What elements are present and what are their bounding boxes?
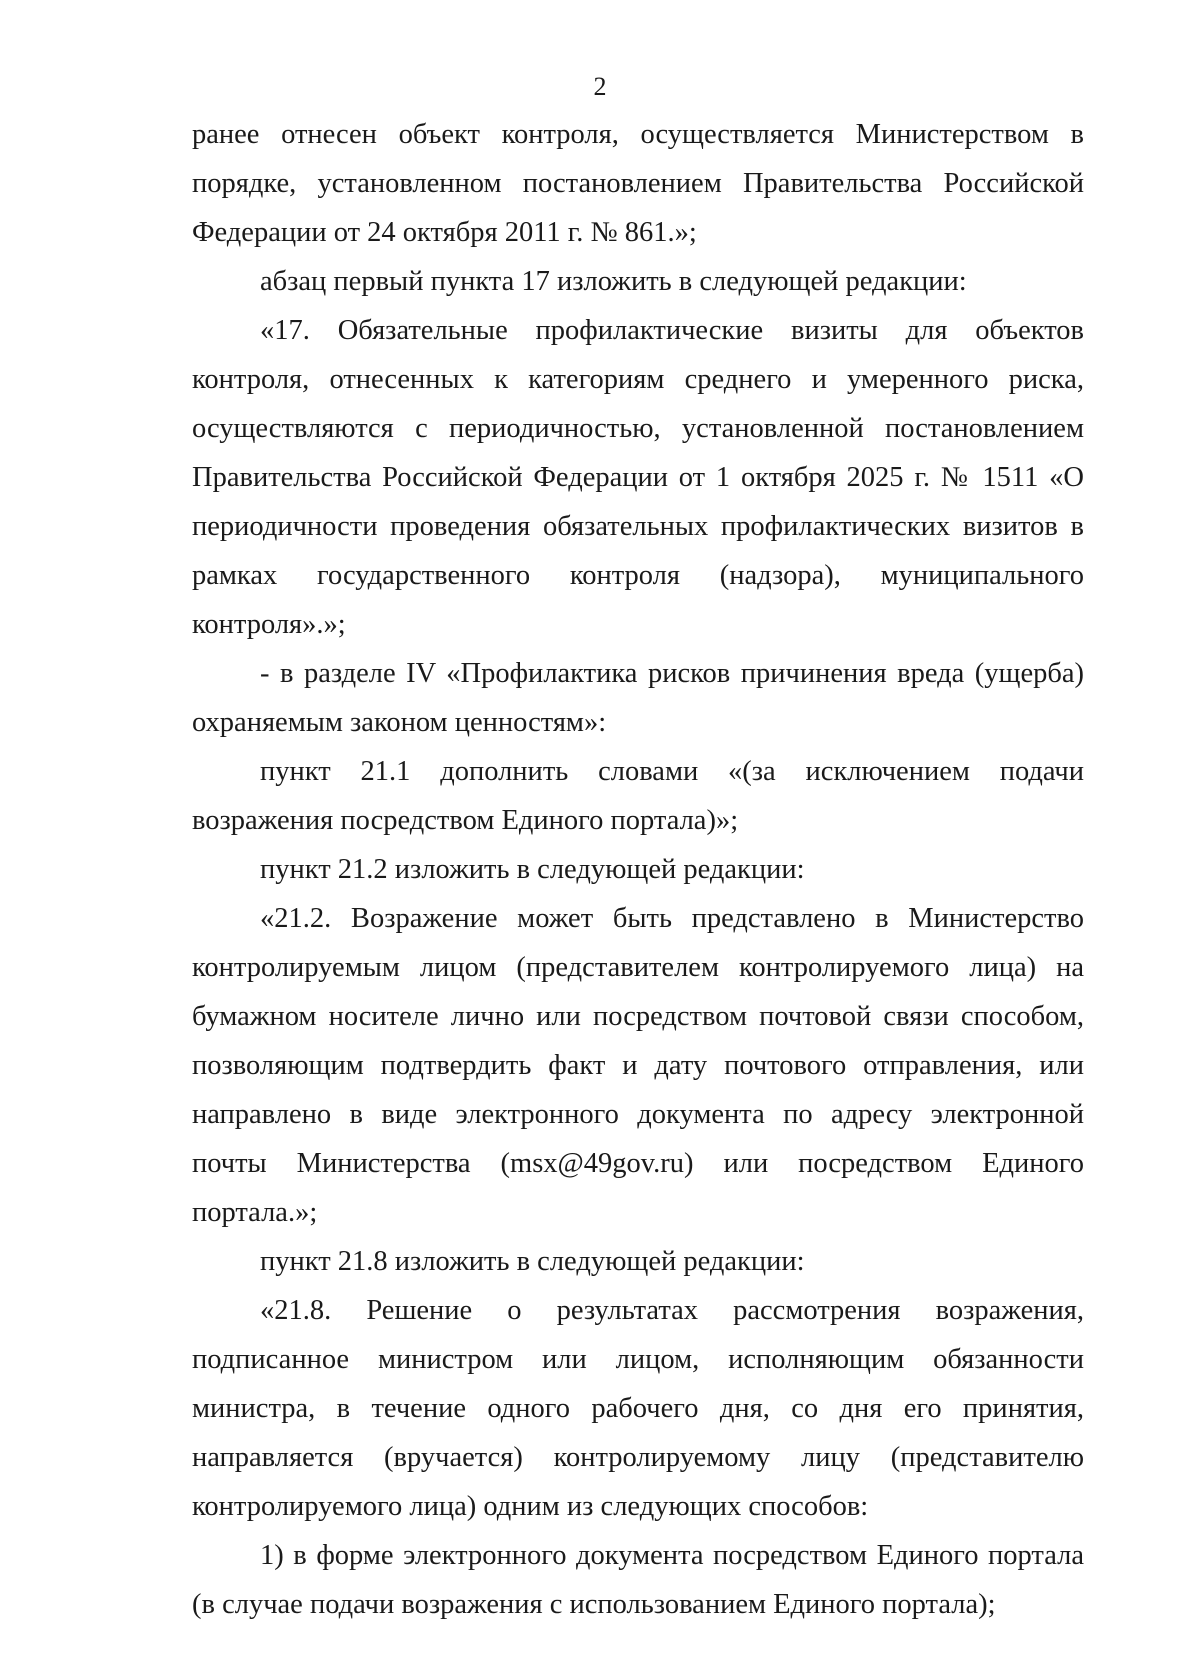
- paragraph-10: 1) в форме электронного документа посредством Единого портала (в случае подачи возражения с использованием Единого портала);: [192, 1540, 1084, 1620]
- page-number: 2: [593, 72, 607, 101]
- paragraph-8: пункт 21.8 изложить в следующей редакции:: [260, 1246, 805, 1277]
- paragraph-4: - в разделе IV «Профилактика рисков причинения вреда (ущерба) охраняемым законом ценностям»:: [192, 658, 1084, 738]
- document-body: [192, 110, 1084, 1629]
- paragraph-2: абзац первый пункта 17 изложить в следующей редакции:: [260, 266, 967, 297]
- paragraph-1: ранее отнесен объект контроля, осуществляется Министерством в порядке, установленном постановлением Правительства Российской Федерации от 24 октября 2011 г. № 861.»;: [192, 119, 1084, 248]
- paragraph-3: «17. Обязательные профилактические визиты для объектов контроля, отнесенных к категориям среднего и умеренного риска, осуществляются с периодичностью, установленной постановлением Правительства Российской Федерации от 1 октября 2025 г. № 1511 «О периодичности проведения обязательных профилактических визитов в рамках государственного контроля (надзора), муниципального контроля».»;: [192, 315, 1084, 640]
- paragraph-5: пункт 21.1 дополнить словами «(за исключением подачи возражения посредством Единого портала)»;: [192, 756, 1084, 836]
- paragraph-9: «21.8. Решение о результатах рассмотрения возражения, подписанное министром или лицом, исполняющим обязанности министра, в течение одного рабочего дня, со дня его принятия, направляется (вручается) контролируемому лицу (представителю контролируемого лица) одним из следующих способов:: [192, 1295, 1084, 1522]
- paragraph-7: «21.2. Возражение может быть представлено в Министерство контролируемым лицом (представителем контролируемого лица) на бумажном носителе лично или посредством почтовой связи способом, позволяющим подтвердить факт и дату почтового отправления, или направлено в виде электронного документа по адресу электронной почты Министерства (msx@49gov.ru) или посредством Единого портала.»;: [192, 903, 1084, 1228]
- paragraph-6: пункт 21.2 изложить в следующей редакции:: [260, 854, 805, 885]
